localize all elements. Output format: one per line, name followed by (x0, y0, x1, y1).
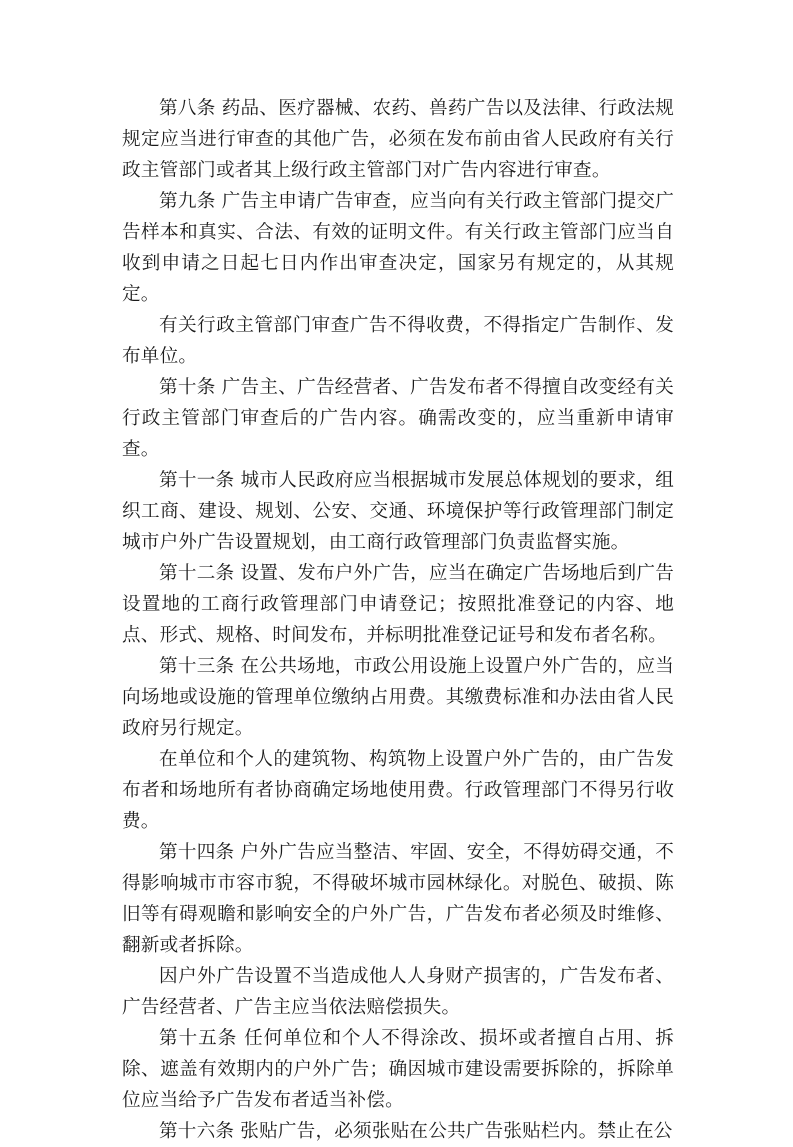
paragraph-article-12: 第十二条 设置、发布户外广告，应当在确定广告场地后到广告设置地的工商行政管理部门申请登记；按照批准登记的内容、地点、形式、规格、时间发布，并标明批准登记证号和发布者名称。 (122, 563, 674, 646)
paragraph-article-9: 第九条 广告主申请广告审查，应当向有关行政主管部门提交广告样本和真实、合法、有效的证明文件。有关行政主管部门应当自收到申请之日起七日内作出审查决定，国家另有规定的，从其规定。 (122, 191, 674, 305)
paragraph-article-11: 第十一条 城市人民政府应当根据城市发展总体规划的要求，组织工商、建设、规划、公安、交通、环境保护等行政管理部门制定城市户外广告设置规划，由工商行政管理部门负责监督实施。 (122, 470, 674, 553)
paragraph-article-14-liability: 因户外广告设置不当造成他人人身财产损害的，广告发布者、广告经营者、广告主应当依法赔偿损失。 (122, 966, 674, 1018)
paragraph-article-16: 第十六条 张贴广告，必须张贴在公共广告张贴栏内。禁止在公 (159, 1121, 673, 1142)
paragraph-article-15: 第十五条 任何单位和个人不得涂改、损坏或者擅自占用、拆除、遮盖有效期内的户外广告；确因城市建设需要拆除的，拆除单位应当给予广告发布者适当补偿。 (122, 1028, 674, 1111)
paragraph-article-14: 第十四条 户外广告应当整洁、牢固、安全，不得妨碍交通，不得影响城市市容市貌，不得破坏城市园林绿化。对脱色、破损、陈旧等有碍观瞻和影响安全的户外广告，广告发布者必须及时维修、翻新或者拆除。 (122, 842, 674, 956)
paragraph-article-8: 第八条 药品、医疗器械、农药、兽药广告以及法律、行政法规规定应当进行审查的其他广告，必须在发布前由省人民政府有关行政主管部门或者其上级行政主管部门对广告内容进行审查。 (122, 98, 674, 181)
paragraph-article-9-fees: 有关行政主管部门审查广告不得收费，不得指定广告制作、发布单位。 (122, 315, 674, 367)
paragraph-article-13: 第十三条 在公共场地，市政公用设施上设置户外广告的，应当向场地或设施的管理单位缴纳占用费。其缴费标准和办法由省人民政府另行规定。 (122, 656, 674, 739)
paragraph-article-10: 第十条 广告主、广告经营者、广告发布者不得擅自改变经有关行政主管部门审查后的广告内容。确需改变的，应当重新申请审查。 (122, 377, 674, 460)
document-body (122, 93, 674, 1147)
paragraph-article-13-usage-fee: 在单位和个人的建筑物、构筑物上设置户外广告的，由广告发布者和场地所有者协商确定场地使用费。行政管理部门不得另行收费。 (122, 749, 674, 832)
